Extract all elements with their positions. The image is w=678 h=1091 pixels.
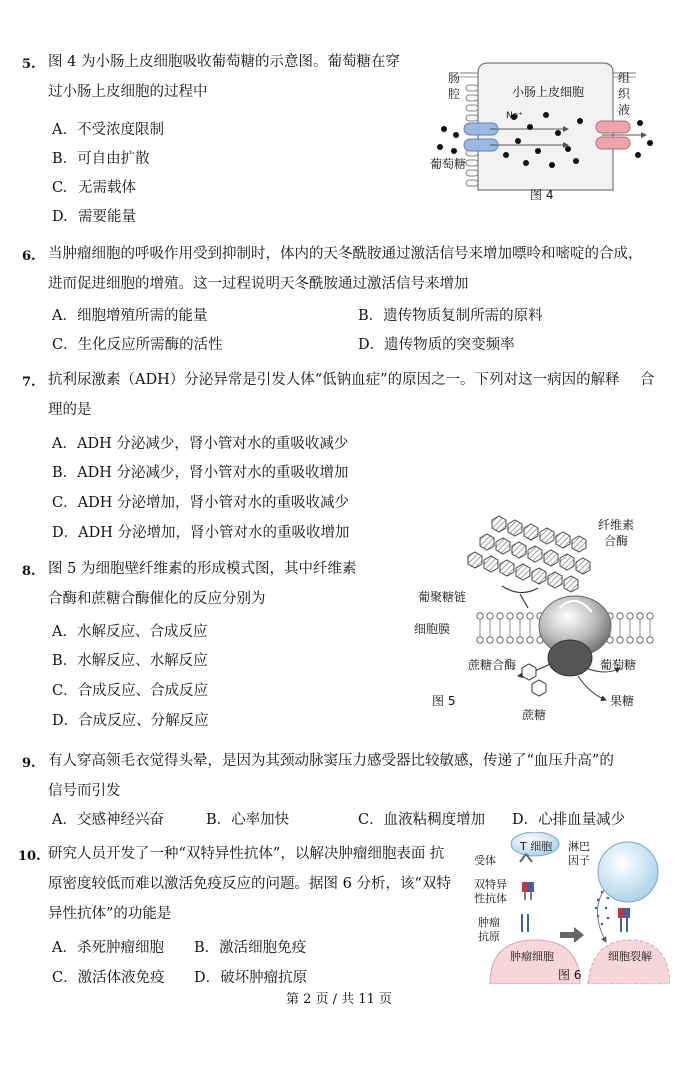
option-text: 遗传物质复制所需的原料	[383, 308, 543, 324]
question-9-option-b[interactable]	[206, 808, 289, 829]
option-letter: B．	[358, 308, 384, 324]
figure-5-label-glucan-chain: 葡聚糖链	[418, 590, 467, 604]
option-text: 细胞增殖所需的能量	[76, 308, 208, 324]
option-letter: B．	[194, 940, 220, 956]
option-text: 无需载体	[78, 180, 136, 196]
figure-6-caption: 图 6	[558, 968, 582, 982]
question-9-option-c[interactable]	[358, 808, 485, 829]
question-8-stem-line-1: 图 5 为细胞壁纤维素的形成模式图，其中纤维素	[48, 561, 357, 577]
question-8-option-c[interactable]	[52, 679, 208, 700]
bispecific-antibody-right-red	[618, 908, 624, 918]
option-letter: D．	[52, 525, 79, 541]
question-9-stem-line-2: 信号而引发	[48, 783, 121, 799]
question-10-option-c[interactable]	[52, 966, 165, 987]
figure-4-label-tissue-2: 织	[618, 87, 631, 101]
figure-6-label-cell-lysis: 细胞裂解	[608, 950, 652, 963]
figure-6-label-tumor-antigen-2: 抗原	[478, 930, 500, 943]
question-10-stem-line-2: 原密度较低而难以激活免疫反应的问题。据图 6 分析，该“双特	[48, 876, 451, 892]
process-arrow-icon	[560, 927, 584, 943]
figure-4-label-tissue-1: 组	[618, 71, 631, 85]
option-text: 交感神经兴奋	[76, 812, 164, 828]
tumor-antigen-right	[621, 918, 627, 932]
bispecific-antibody-stem	[525, 892, 531, 900]
option-letter: C．	[52, 970, 78, 986]
option-letter: B．	[52, 151, 78, 167]
option-text: 激活体液免疫	[77, 970, 165, 986]
figure-5-label-glucose: 葡萄糖	[600, 658, 637, 672]
fructose-arrow	[578, 676, 606, 700]
question-8-option-b[interactable]	[52, 649, 208, 670]
figure-5-label-sucrose-synthase: 蔗糖合酶	[468, 658, 517, 672]
option-text: 心率加快	[231, 812, 290, 828]
figure-4-label-glucose: 葡萄糖	[430, 157, 467, 171]
glucan-chains	[468, 516, 590, 592]
option-letter: C．	[52, 495, 78, 511]
figure-6-label-receptor: 受体	[474, 854, 496, 867]
option-letter: D．	[512, 812, 539, 828]
option-text: ADH 分泌增加，肾小管对水的重吸收减少	[77, 495, 349, 511]
option-text: 需要能量	[78, 209, 136, 225]
figure-5-label-membrane: 细胞膜	[414, 622, 451, 636]
option-letter: D．	[52, 713, 79, 729]
figure-4-label-intestine-1: 肠	[448, 71, 461, 85]
lymphokine-dots	[595, 891, 610, 926]
option-text: 合成反应、合成反应	[77, 683, 209, 699]
question-6-option-a[interactable]	[52, 304, 207, 325]
option-text: 水解反应、合成反应	[76, 624, 208, 640]
option-letter: B．	[52, 465, 78, 481]
bispecific-antibody-red	[522, 882, 528, 892]
question-5-number: 5.	[22, 57, 36, 72]
question-6-option-c[interactable]	[52, 333, 223, 354]
option-letter: A．	[52, 812, 77, 828]
question-6-stem-line-1: 当肿瘤细胞的呼吸作用受到抑制时，体内的天冬酰胺通过激活信号来增加嘌呤和嘧啶的合成，	[48, 246, 643, 262]
question-7-option-c[interactable]	[52, 491, 349, 512]
question-6-number: 6.	[22, 249, 36, 264]
question-5-stem-line-1: 图 4 为小肠上皮细胞吸收葡萄糖的示意图。葡萄糖在穿	[48, 54, 400, 70]
option-text: 合成反应、分解反应	[78, 713, 209, 729]
option-letter: A．	[52, 624, 77, 640]
figure-6-label-lymphokine-1: 淋巴	[568, 840, 590, 853]
question-10-stem-line-1: 研究人员开发了一种“双特异性抗体”，以解决肿瘤细胞表面 抗	[48, 846, 445, 862]
option-text: ADH 分泌增加，肾小管对水的重吸收增加	[78, 525, 350, 541]
option-text: 不受浓度限制	[76, 122, 164, 138]
question-7-stem-line-1: 抗利尿激素（ADH）分泌异常是引发人体“低钠血症”的原因之一。下列对这一病因的解释	[48, 372, 620, 388]
figure-4-label-cell: 小肠上皮细胞	[512, 85, 585, 99]
option-letter: C．	[52, 337, 78, 353]
option-letter: D.	[52, 209, 68, 225]
tumor-antigen-left	[522, 914, 528, 932]
figure-4-caption: 图 4	[530, 188, 554, 202]
figure-5-caption: 图 5	[432, 694, 456, 708]
question-6-option-d[interactable]	[358, 333, 515, 354]
bispecific-antibody-right-blue	[624, 908, 630, 918]
option-text: 破坏肿瘤抗原	[220, 970, 308, 986]
option-text: ADH 分泌减少，肾小管对水的重吸收增加	[77, 465, 349, 481]
figure-5-label-cellulose-synthase-2: 合酶	[604, 534, 629, 548]
question-9-option-a[interactable]	[52, 808, 164, 829]
question-6-stem-line-2: 进而促进细胞的增殖。这一过程说明天冬酰胺通过激活信号来增加	[48, 276, 469, 292]
option-text: 生化反应所需酶的活性	[77, 337, 223, 353]
question-10-stem-line-3: 异性抗体”的功能是	[48, 906, 172, 922]
option-text: 遗传物质的突变频率	[384, 337, 515, 353]
option-letter: D．	[358, 337, 385, 353]
figure-6-label-lymphokine-2: 因子	[568, 854, 590, 867]
question-5-option-d[interactable]	[52, 205, 136, 226]
question-9-option-d[interactable]	[512, 808, 625, 829]
question-8-option-a[interactable]	[52, 620, 207, 641]
basolateral-transporter-bottom	[596, 137, 630, 149]
option-letter: D．	[194, 970, 221, 986]
question-6-option-b[interactable]	[358, 304, 543, 325]
glucan-brace	[502, 586, 538, 608]
question-10-option-a[interactable]	[52, 936, 164, 957]
question-5-option-c[interactable]	[52, 176, 136, 197]
question-5-option-a[interactable]	[52, 118, 164, 139]
option-text: 血液粘稠度增加	[383, 812, 486, 828]
figure-6-label-bispecific-2: 性抗体	[474, 892, 507, 905]
option-letter: A．	[52, 436, 77, 452]
page-footer: 第 2 页 / 共 11 页	[286, 992, 392, 1007]
option-letter: C．	[358, 812, 384, 828]
question-8-number: 8.	[22, 564, 36, 579]
question-10-option-d[interactable]	[194, 966, 307, 987]
figure-5-label-cellulose-synthase-1: 纤维素	[598, 518, 635, 532]
figure-6-label-bispecific-1: 双特异	[474, 878, 507, 891]
figure-5-label-sucrose: 蔗糖	[522, 708, 547, 722]
question-7-option-d[interactable]	[52, 521, 350, 542]
question-8-option-d[interactable]	[52, 709, 209, 730]
option-text: ADH 分泌减少，肾小管对水的重吸收减少	[76, 436, 349, 452]
question-8-stem-line-2: 合酶和蔗糖合酶催化的反应分别为	[48, 591, 266, 607]
figure-6-label-tumor-cell: 肿瘤细胞	[510, 950, 554, 963]
figure-6-label-tumor-antigen-1: 肿瘤	[478, 916, 500, 929]
question-9-stem-line-1: 有人穿高领毛衣觉得头晕，是因为其颈动脉窦压力感受器比较敏感，传递了“血压升高”的	[48, 753, 614, 769]
option-text: 心排血量减少	[538, 812, 626, 828]
question-7-stem-line-2: 理的是	[48, 402, 92, 418]
question-5-option-b[interactable]	[52, 147, 150, 168]
option-letter: C．	[52, 683, 78, 699]
figure-6-label-tcell: T 细胞	[520, 840, 553, 853]
question-5-stem-line-2: 过小肠上皮细胞的过程中	[48, 84, 208, 100]
question-10-option-b[interactable]	[194, 936, 306, 957]
question-7-option-b[interactable]	[52, 461, 349, 482]
question-10-number: 10.	[18, 849, 41, 864]
t-cell-right	[598, 842, 658, 902]
option-text: 水解反应、水解反应	[77, 653, 208, 669]
figure-4	[418, 55, 663, 205]
question-9-number: 9.	[22, 756, 36, 771]
figure-4-label-intestine-2: 腔	[448, 87, 461, 101]
question-7-stem-line-1-tail: 合	[640, 372, 655, 388]
figure-5-label-fructose: 果糖	[610, 694, 635, 708]
figure-6	[470, 832, 670, 984]
figure-4-label-na: Na⁺	[506, 111, 523, 121]
figure-5	[410, 508, 665, 728]
option-letter: B．	[206, 812, 232, 828]
basolateral-transporter-top	[596, 121, 630, 133]
sucrose-synthase	[548, 640, 592, 676]
option-letter: B．	[52, 653, 78, 669]
option-letter: A．	[52, 122, 77, 138]
option-text: 可自由扩散	[77, 151, 150, 167]
option-text: 杀死肿瘤细胞	[76, 940, 164, 956]
figure-4-label-tissue-3: 液	[618, 103, 631, 117]
option-letter: C.	[52, 180, 68, 196]
sucrose-molecule	[522, 664, 546, 696]
bispecific-antibody-blue	[528, 882, 534, 892]
option-text: 激活细胞免疫	[219, 940, 307, 956]
option-letter: A．	[52, 308, 77, 324]
question-7-number: 7.	[22, 375, 36, 390]
question-7-option-a[interactable]	[52, 432, 348, 453]
option-letter: A．	[52, 940, 77, 956]
